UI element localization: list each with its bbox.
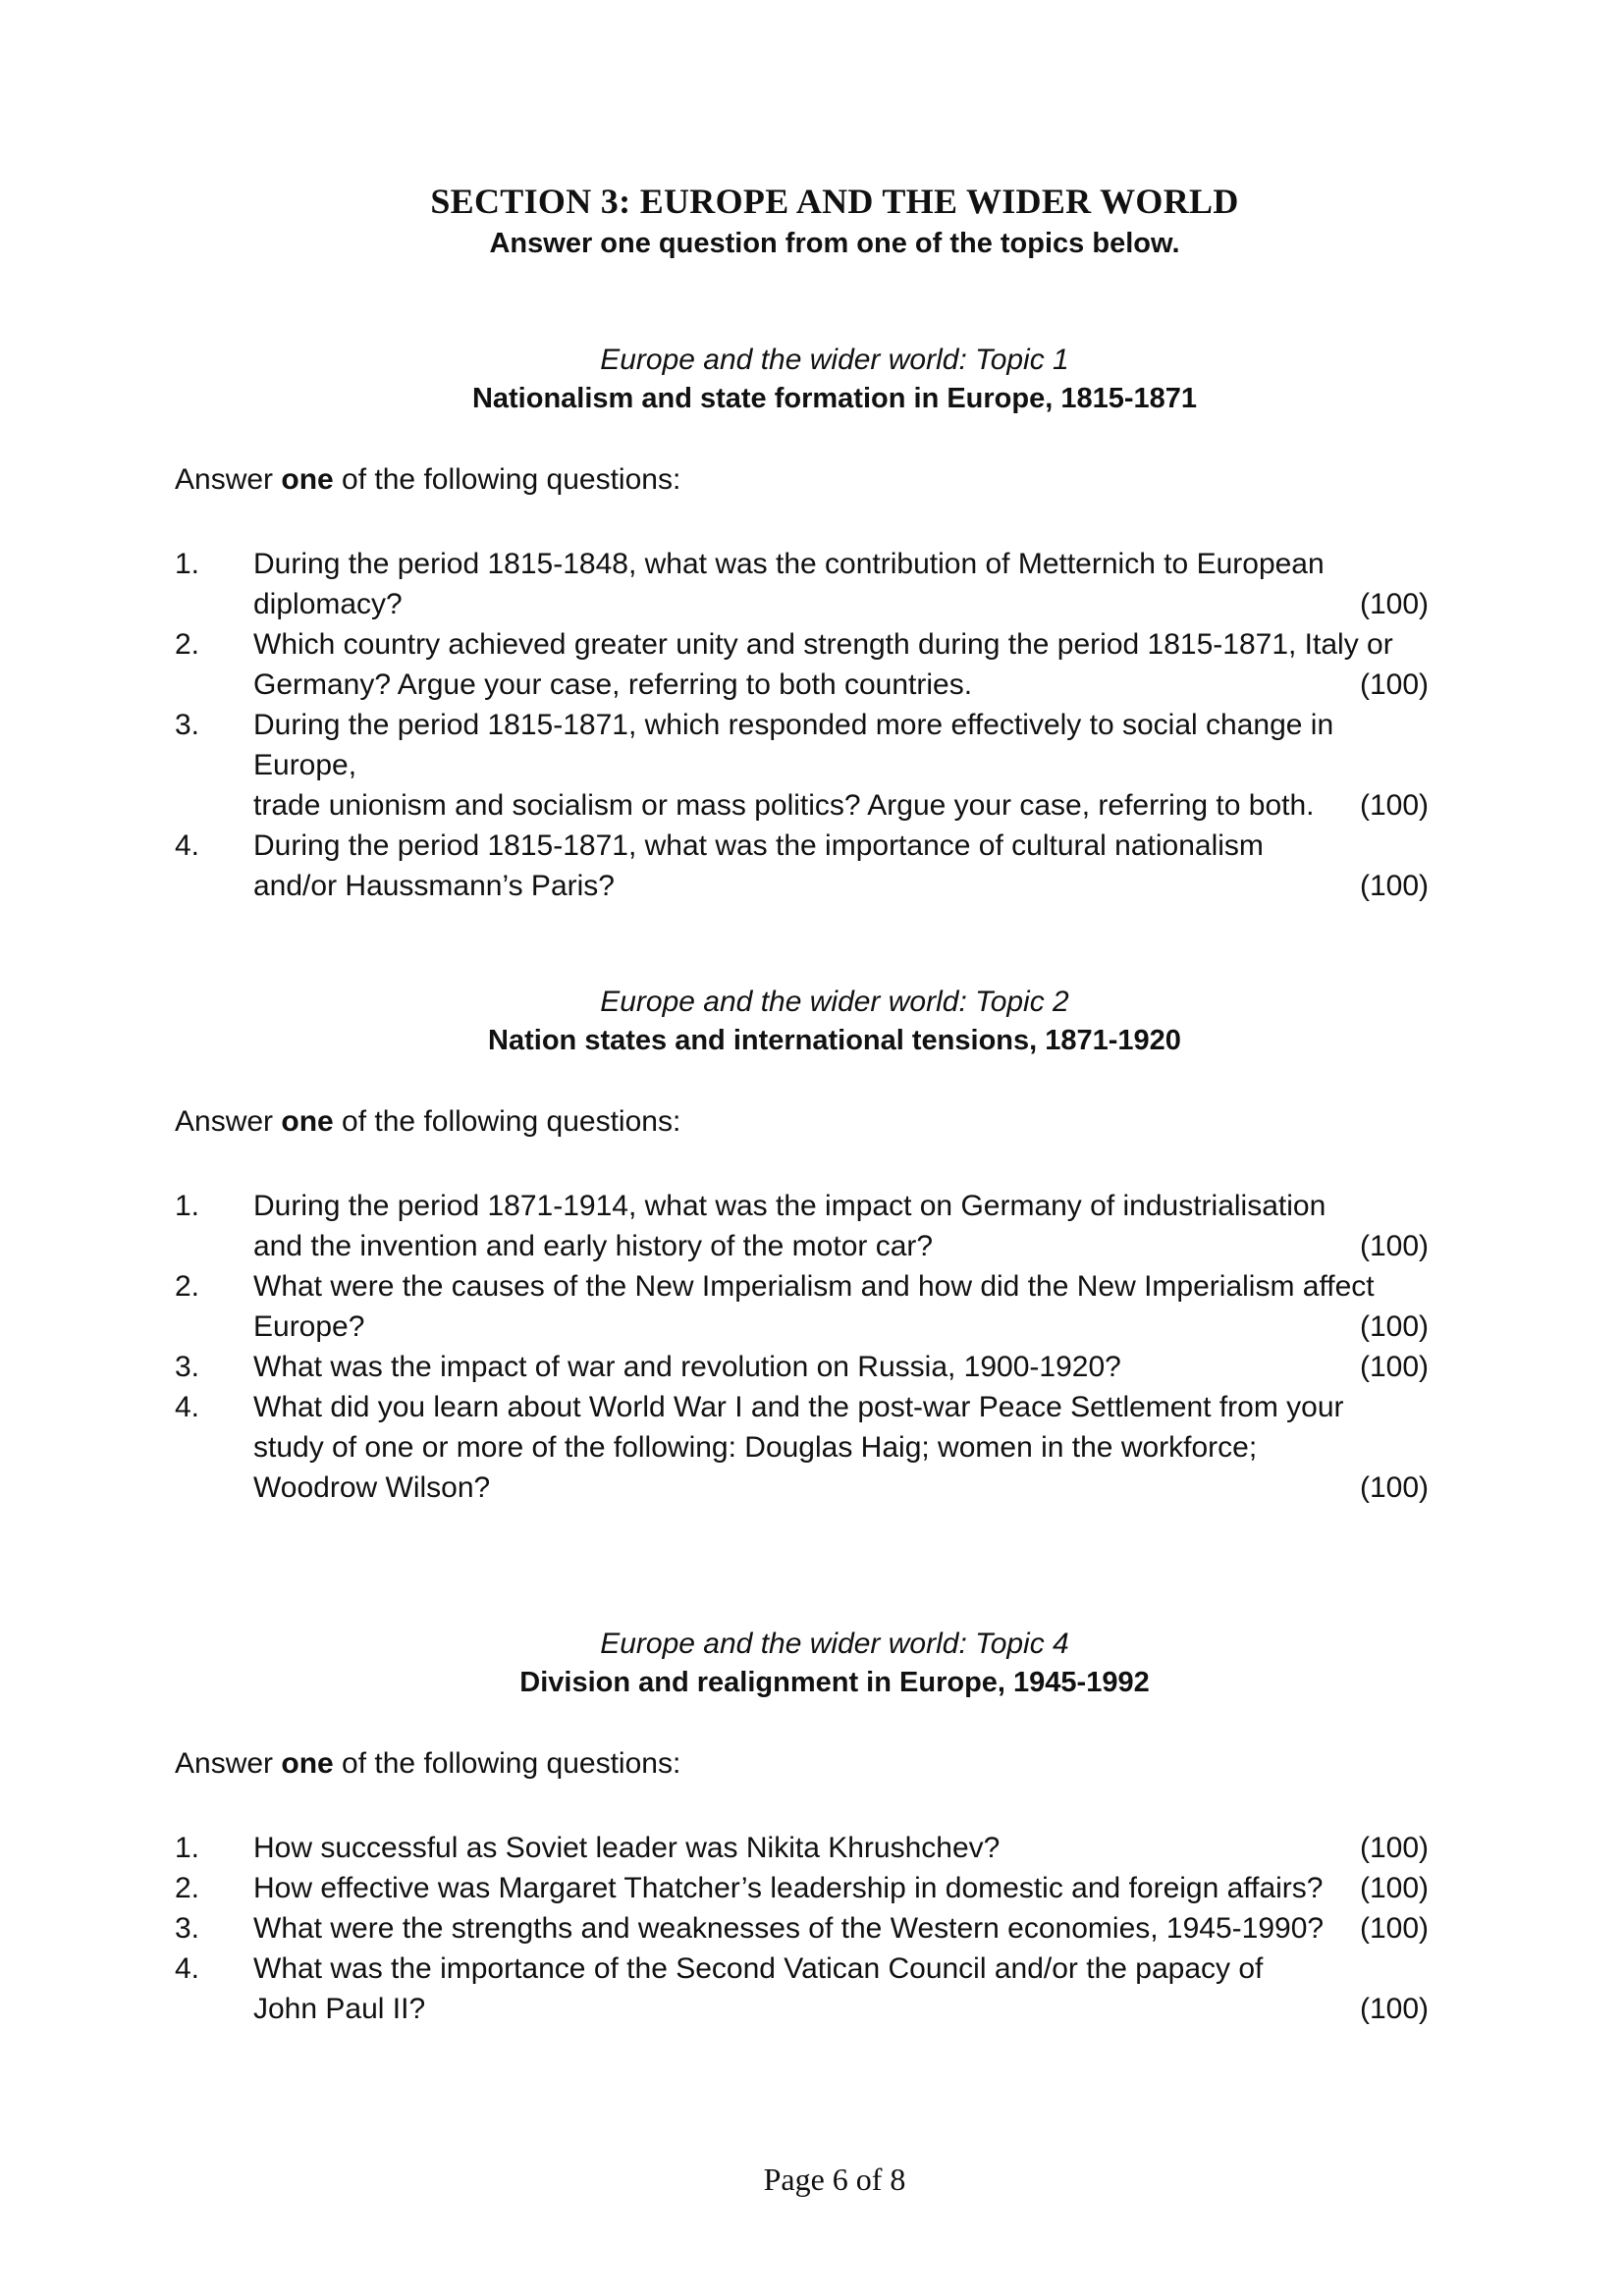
topic-title: Division and realignment in Europe, 1945-1992 (519, 1667, 1150, 1698)
section-subtitle: Answer one question from one of the topics below. (489, 228, 1180, 259)
question-text: How successful as Soviet leader was Nikita Khrushchev? (253, 1832, 1001, 1864)
topic-instruction: Answer one of the following questions: (175, 1747, 681, 1780)
topic-label: Europe and the wider world: Topic 1 (600, 344, 1069, 376)
question-item (0, 1387, 1624, 1508)
question-item (0, 544, 1624, 624)
question-number: 1. (175, 1832, 200, 1864)
question-marks: (100) (1360, 789, 1430, 822)
question-number: 4. (175, 829, 200, 862)
page-number: Page 6 of 8 (763, 2162, 906, 2197)
question-marks: (100) (1360, 1832, 1430, 1864)
question-marks: (100) (1360, 588, 1430, 620)
question-marks: (100) (1360, 1912, 1430, 1945)
question-item (0, 1266, 1624, 1347)
question-marks: (100) (1360, 1471, 1430, 1504)
question-item (0, 1186, 1624, 1266)
topic-instruction: Answer one of the following questions: (175, 1105, 681, 1138)
topic-label: Europe and the wider world: Topic 4 (600, 1628, 1069, 1660)
question-item (0, 1828, 1624, 1868)
question-item (0, 1868, 1624, 1908)
question-item (0, 705, 1624, 826)
question-item (0, 1347, 1624, 1387)
question-item (0, 624, 1624, 705)
topic-title: Nation states and international tensions, 1871-1920 (488, 1025, 1181, 1056)
topic-title: Nationalism and state formation in Europe, 1815-1871 (471, 383, 1198, 414)
question-item (0, 1949, 1624, 2029)
question-number: 2. (175, 1872, 200, 1904)
question-number: 2. (175, 628, 200, 661)
question-text: What was the importance of the Second Vatican Council and/or the papacy of John Paul II? (253, 1952, 1264, 2025)
question-text: What were the strengths and weaknesses of the Western economies, 1945-1990? (253, 1912, 1325, 1945)
question-text: During the period 1815-1871, what was the importance of cultural nationalism and/or Haussmann’s Paris? (253, 829, 1264, 902)
question-list (0, 1828, 1624, 2029)
section-title: SECTION 3: EUROPE AND THE WIDER WORLD (430, 182, 1239, 221)
question-text: During the period 1815-1871, which responded more effectively to social change in Europe, trade unionism and socialism or mass politics? Argue your case, referring to both. (253, 709, 1334, 822)
question-text: What were the causes of the New Imperialism and how did the New Imperialism affect Europe? (253, 1270, 1375, 1343)
question-text: During the period 1871-1914, what was the impact on Germany of industrialisation and the invention and early history of the motor car? (253, 1190, 1326, 1262)
question-text: What was the impact of war and revolution on Russia, 1900-1920? (253, 1351, 1121, 1383)
question-number: 1. (175, 1190, 200, 1222)
question-marks: (100) (1360, 1230, 1430, 1262)
question-number: 3. (175, 1351, 200, 1383)
topic-instruction: Answer one of the following questions: (175, 463, 681, 496)
question-text: What did you learn about World War I and the post-war Peace Settlement from your study of one or more of the following: Douglas Haig; women in the workforce; Woodrow Wilson? (253, 1391, 1344, 1504)
question-marks: (100) (1360, 668, 1430, 701)
question-item (0, 826, 1624, 906)
question-marks: (100) (1360, 1310, 1430, 1343)
question-text: How effective was Margaret Thatcher’s leadership in domestic and foreign affairs? (253, 1872, 1324, 1904)
question-marks: (100) (1360, 1351, 1430, 1383)
question-list (0, 544, 1624, 906)
question-list (0, 1186, 1624, 1508)
question-item (0, 1908, 1624, 1949)
question-text: Which country achieved greater unity and strength during the period 1815-1871, Italy or Germany? Argue your case, referring to both countries. (253, 628, 1393, 701)
question-marks: (100) (1360, 1872, 1430, 1904)
question-text: During the period 1815-1848, what was the contribution of Metternich to European diplomacy? (253, 548, 1325, 620)
question-number: 1. (175, 548, 200, 580)
topic-label: Europe and the wider world: Topic 2 (600, 986, 1069, 1018)
question-number: 4. (175, 1952, 200, 1985)
question-number: 2. (175, 1270, 200, 1303)
question-marks: (100) (1360, 870, 1430, 902)
question-number: 4. (175, 1391, 200, 1423)
question-marks: (100) (1360, 1993, 1430, 2025)
question-number: 3. (175, 709, 200, 741)
question-number: 3. (175, 1912, 200, 1945)
